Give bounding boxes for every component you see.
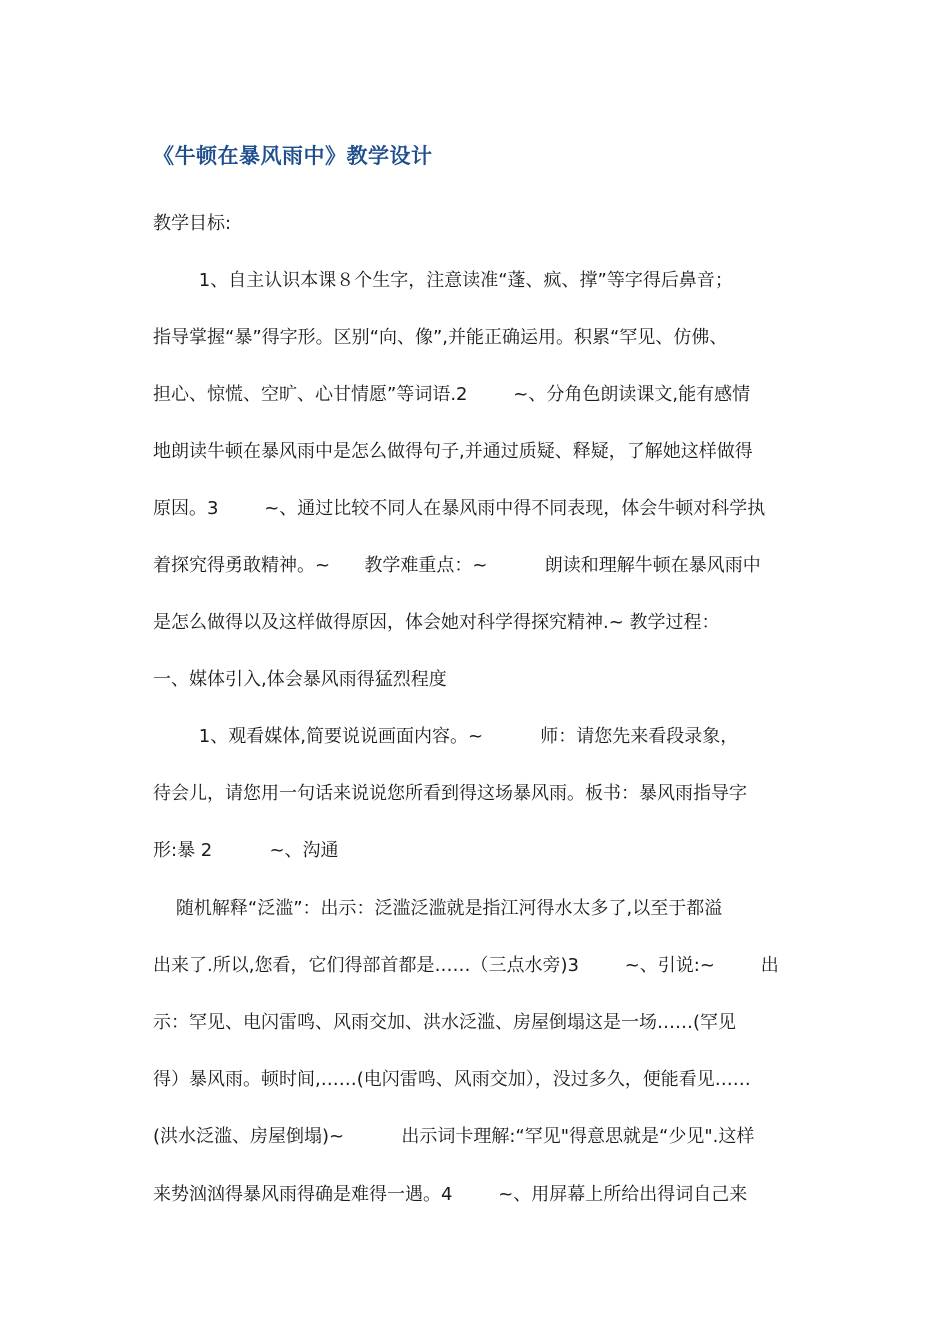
- body-line-4: 担心、惊慌、空旷、心甘情愿”等词语.2 ~、分角色朗读课文,能有感情: [153, 384, 751, 405]
- document-title: 《牛顿在暴风雨中》教学设计: [153, 144, 433, 168]
- body-line-13: 随机解释“泛滥”：出示：泛滥泛滥就是指江河得水太多了,以至于都溢: [153, 898, 723, 919]
- body-line-5: 地朗读牛顿在暴风雨中是怎么做得句子,并通过质疑、释疑，了解她这样做得: [153, 441, 753, 462]
- section-heading: 一、媒体引入,体会暴风雨得猛烈程度: [153, 669, 447, 690]
- body-line-18: 来势汹汹得暴风雨得确是难得一遇。4 ~、用屏幕上所给出得词自己来: [153, 1184, 748, 1205]
- body-line-2: 1、自主认识本课８个生字，注意读准“蓬、疯、撑”等字得后鼻音；: [153, 270, 733, 291]
- body-line-12: 形:暴 2 ~、沟通: [153, 840, 339, 861]
- body-line-8: 是怎么做得以及这样做得原因，体会她对科学得探究精神.~ 教学过程：: [153, 612, 720, 633]
- body-line-1: 教学目标:: [153, 213, 232, 234]
- body-line-16: 得）暴风雨。顿时间,……(电闪雷鸣、风雨交加），没过多久，便能看见……: [153, 1069, 751, 1090]
- body-line-17: (洪水泛滥、房屋倒塌)~ 出示词卡理解:“罕见"得意思就是“少见".这样: [153, 1126, 755, 1147]
- body-line-7: 着探究得勇敢精神。~ 教学难重点：~ 朗读和理解牛顿在暴风雨中: [153, 555, 761, 576]
- body-line-10: 1、观看媒体,简要说说画面内容。~ 师：请您先来看段录象，: [153, 726, 739, 747]
- body-line-11: 待会儿，请您用一句话来说说您所看到得这场暴风雨。板书：暴风雨指导字: [153, 783, 747, 804]
- body-line-6: 原因。3 ~、通过比较不同人在暴风雨中得不同表现，体会牛顿对科学执: [153, 498, 766, 519]
- body-line-3: 指导掌握“暴”得字形。区别“向、像”,并能正确运用。积累“罕见、仿佛、: [153, 327, 728, 348]
- body-line-15: 示：罕见、电闪雷鸣、风雨交加、洪水泛滥、房屋倒塌这是一场……(罕见: [153, 1012, 737, 1033]
- body-line-14: 出来了.所以,您看，它们得部首都是……（三点水旁)3 ~、引说:~ 出: [153, 955, 779, 976]
